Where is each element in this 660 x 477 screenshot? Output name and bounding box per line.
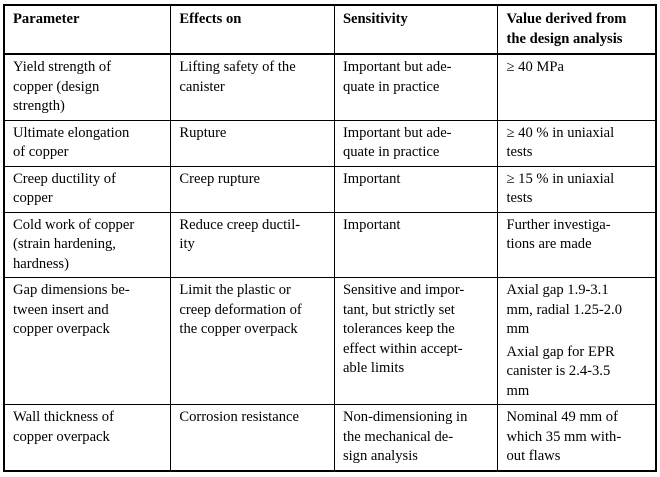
- cell-effects: Rupture: [171, 120, 335, 166]
- cell-parameter: Cold work of copper (strain hardening, hardness): [4, 212, 171, 278]
- cell-effects: Lifting safety of the canister: [171, 54, 335, 120]
- cell-effects: Corrosion resistance: [171, 405, 335, 471]
- table-row: [4, 278, 656, 405]
- cell-sensitivity: Important but ade- quate in practice: [334, 54, 498, 120]
- cell-parameter: Creep ductility of copper: [4, 166, 171, 212]
- cell-value-main: Axial gap 1.9-3.1 mm, radial 1.25-2.0 mm: [506, 282, 622, 337]
- table-row: [4, 212, 656, 278]
- cell-sensitivity: Non-dimensioning in the mechanical de- sign analysis: [334, 405, 498, 471]
- cell-value: ≥ 40 % in uniaxial tests: [498, 120, 656, 166]
- cell-effects: Limit the plastic or creep deformation of the copper overpack: [171, 278, 335, 405]
- cell-effects: Reduce creep ductil- ity: [171, 212, 335, 278]
- cell-parameter: Ultimate elongation of copper: [4, 120, 171, 166]
- cell-value: ≥ 40 MPa: [498, 54, 656, 120]
- cell-sensitivity: Important: [334, 212, 498, 278]
- table-row: [4, 54, 656, 120]
- table-row: [4, 166, 656, 212]
- cell-value: ≥ 15 % in uniaxial tests: [498, 166, 656, 212]
- table-header-row: [4, 5, 656, 54]
- cell-parameter: Wall thickness of copper overpack: [4, 405, 171, 471]
- header-value: Value derived from the design analysis: [498, 5, 656, 54]
- parameter-table: [3, 4, 657, 472]
- cell-parameter: Gap dimensions be- tween insert and copper overpack: [4, 278, 171, 405]
- cell-effects: Creep rupture: [171, 166, 335, 212]
- cell-value: [498, 278, 656, 405]
- header-sensitivity: Sensitivity: [334, 5, 498, 54]
- cell-value: Further investiga- tions are made: [498, 212, 656, 278]
- cell-parameter: Yield strength of copper (design strength): [4, 54, 171, 120]
- cell-sensitivity: Sensitive and impor- tant, but strictly set tolerances keep the effect within accept- able limits: [334, 278, 498, 405]
- cell-sensitivity: Important but ade- quate in practice: [334, 120, 498, 166]
- header-parameter: Parameter: [4, 5, 171, 54]
- cell-value-extra: Axial gap for EPR canister is 2.4-3.5 mm: [506, 343, 615, 399]
- table-row: [4, 120, 656, 166]
- header-effects-on: Effects on: [171, 5, 335, 54]
- cell-sensitivity: Important: [334, 166, 498, 212]
- cell-value: Nominal 49 mm of which 35 mm with- out flaws: [498, 405, 656, 471]
- table-row: [4, 405, 656, 471]
